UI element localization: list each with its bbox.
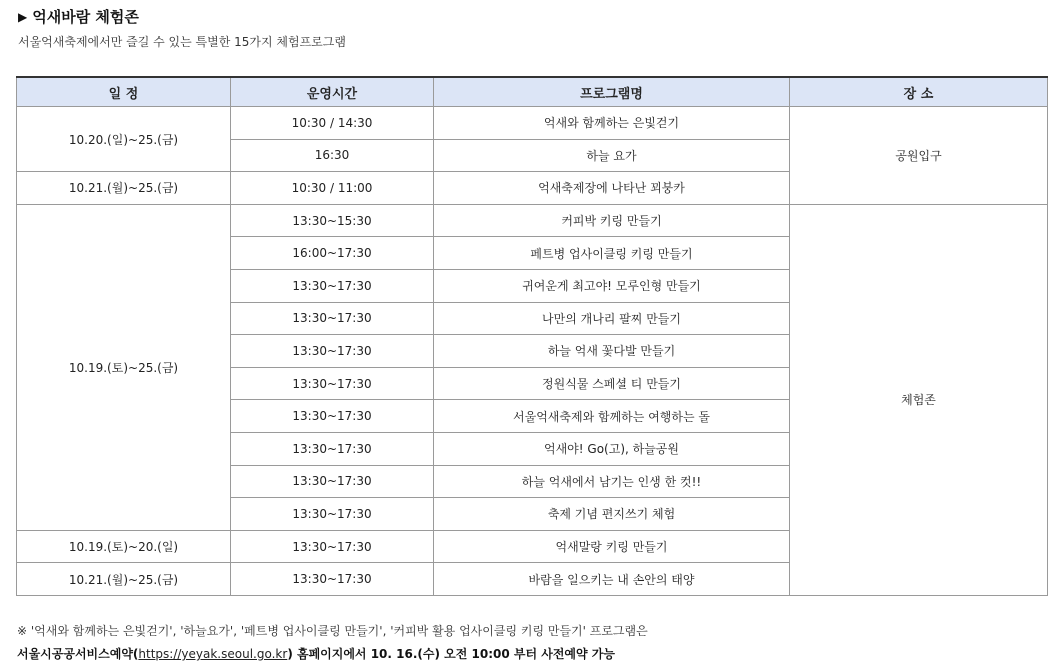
program-cell: 억새야! Go(고), 하늘공원	[434, 432, 790, 465]
time-cell: 10:30 / 14:30	[231, 107, 434, 140]
program-cell: 하늘 요가	[434, 139, 790, 172]
table-body	[17, 107, 1048, 596]
time-cell: 13:30~17:30	[231, 335, 434, 368]
time-cell: 13:30~17:30	[231, 498, 434, 531]
time-cell: 13:30~17:30	[231, 465, 434, 498]
program-cell: 억새와 함께하는 은빛걷기	[434, 107, 790, 140]
table-header-row	[17, 77, 1048, 107]
table-row	[17, 204, 1048, 237]
header-place: 장 소	[790, 77, 1048, 107]
program-cell: 억새축제장에 나타난 꾀붕카	[434, 172, 790, 205]
section-title-text: 억새바람 체험존	[32, 8, 139, 26]
date-cell: 10.21.(월)~25.(금)	[17, 172, 231, 205]
reservation-note-prefix: 서울시공공서비스예약(	[17, 647, 139, 661]
header-date: 일 정	[17, 77, 231, 107]
reservation-note-link-line	[17, 645, 615, 662]
time-cell: 13:30~17:30	[231, 563, 434, 596]
program-cell: 하늘 억새에서 남기는 인생 한 컷!!	[434, 465, 790, 498]
time-cell: 10:30 / 11:00	[231, 172, 434, 205]
date-cell: 10.21.(월)~25.(금)	[17, 563, 231, 596]
time-cell: 13:30~15:30	[231, 204, 434, 237]
reservation-link[interactable]: https://yeyak.seoul.go.kr	[138, 647, 288, 661]
time-cell: 13:30~17:30	[231, 530, 434, 563]
header-program: 프로그램명	[434, 77, 790, 107]
program-cell: 서울억새축제와 함께하는 여행하는 돌	[434, 400, 790, 433]
section-title	[18, 6, 139, 27]
time-cell: 16:30	[231, 139, 434, 172]
time-cell: 13:30~17:30	[231, 367, 434, 400]
time-cell: 13:30~17:30	[231, 269, 434, 302]
reservation-note: ※ '억새와 함께하는 은빛걷기', '하늘요가', '페트병 업사이클링 만들기', '커피박 활용 업사이클링 키링 만들기' 프로그램은	[17, 624, 648, 638]
section-subtitle: 서울억새축제에서만 즐길 수 있는 특별한 15가지 체험프로그램	[18, 35, 346, 49]
program-schedule-table	[16, 76, 1048, 596]
reservation-note-suffix: ) 홈페이지에서 10. 16.(수) 오전 10:00 부터 사전예약 가능	[287, 647, 615, 661]
date-cell: 10.19.(토)~20.(일)	[17, 530, 231, 563]
date-cell: 10.19.(토)~25.(금)	[17, 204, 231, 530]
date-cell: 10.20.(일)~25.(금)	[17, 107, 231, 172]
program-cell: 귀여운게 최고야! 모루인형 만들기	[434, 269, 790, 302]
time-cell: 13:30~17:30	[231, 432, 434, 465]
program-cell: 억새말랑 키링 만들기	[434, 530, 790, 563]
triangle-right-icon: ▶	[18, 9, 28, 24]
time-cell: 13:30~17:30	[231, 302, 434, 335]
program-cell: 페트병 업사이클링 키링 만들기	[434, 237, 790, 270]
place-cell: 공원입구	[790, 107, 1048, 205]
program-cell: 나만의 개나리 팔찌 만들기	[434, 302, 790, 335]
table-row	[17, 107, 1048, 140]
program-cell: 커피박 키링 만들기	[434, 204, 790, 237]
place-cell: 체험존	[790, 204, 1048, 595]
program-cell: 축제 기념 편지쓰기 체험	[434, 498, 790, 531]
time-cell: 13:30~17:30	[231, 400, 434, 433]
header-time: 운영시간	[231, 77, 434, 107]
time-cell: 16:00~17:30	[231, 237, 434, 270]
program-cell: 하늘 억새 꽃다발 만들기	[434, 335, 790, 368]
program-cell: 바람을 일으키는 내 손안의 태양	[434, 563, 790, 596]
program-cell: 정원식물 스페셜 티 만들기	[434, 367, 790, 400]
